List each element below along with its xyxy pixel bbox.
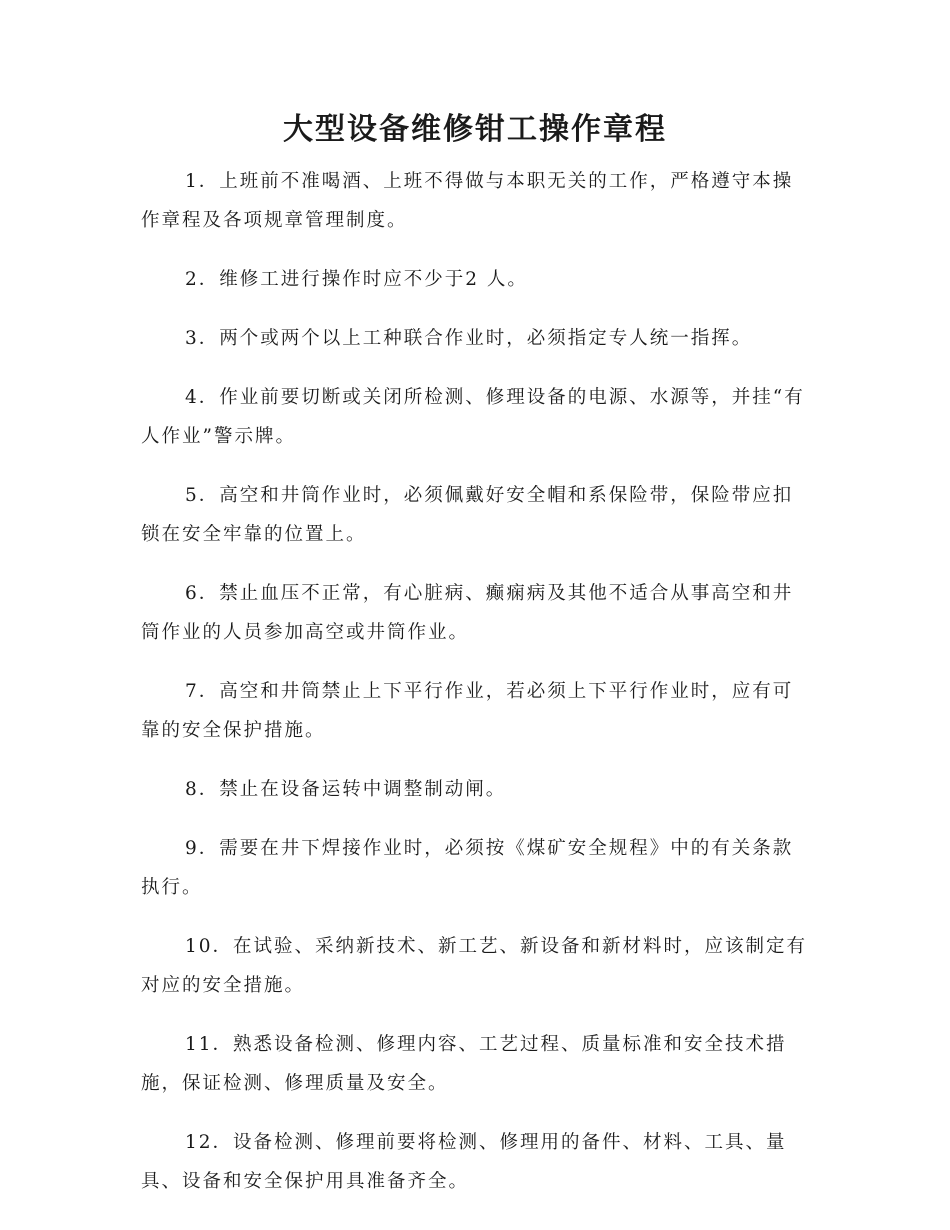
rule-item-11: 11．熟悉设备检测、修理内容、工艺过程、质量标准和安全技术措施，保证检测、修理质量及安全。 bbox=[141, 1034, 787, 1094]
rule-item-9: 9．需要在井下焊接作业时，必须按《煤矿安全规程》中的有关条款执行。 bbox=[141, 838, 794, 898]
rule-item-7: 7．高空和井筒禁止上下平行作业，若必须上下平行作业时，应有可靠的安全保护措施。 bbox=[141, 681, 794, 741]
rule-item-8: 8．禁止在设备运转中调整制动闸。 bbox=[185, 779, 507, 800]
rule-item-12: 12．设备检测、修理前要将检测、修理用的备件、材料、工具、量具、设备和安全保护用具准备齐全。 bbox=[141, 1132, 787, 1192]
document-title: 大型设备维修钳工操作章程 bbox=[283, 112, 667, 147]
rule-item-2: 2．维修工进行操作时应不少于2 人。 bbox=[185, 269, 528, 290]
rule-item-5: 5．高空和井筒作业时，必须佩戴好安全帽和系保险带，保险带应扣锁在安全牢靠的位置上。 bbox=[141, 485, 794, 545]
rule-item-6: 6．禁止血压不正常，有心脏病、癫痫病及其他不适合从事高空和井筒作业的人员参加高空或井筒作业。 bbox=[141, 583, 794, 643]
rule-item-1: 1．上班前不准喝酒、上班不得做与本职无关的工作，严格遵守本操作章程及各项规章管理制度。 bbox=[141, 171, 794, 231]
rules-list bbox=[141, 162, 809, 1221]
rule-item-4: 4．作业前要切断或关闭所检测、修理设备的电源、水源等，并挂“有人作业”警示牌。 bbox=[141, 387, 805, 447]
rule-item-10: 10．在试验、采纳新技术、新工艺、新设备和新材料时，应该制定有对应的安全措施。 bbox=[141, 936, 808, 996]
rule-item-3: 3．两个或两个以上工种联合作业时，必须指定专人统一指挥。 bbox=[185, 328, 753, 349]
